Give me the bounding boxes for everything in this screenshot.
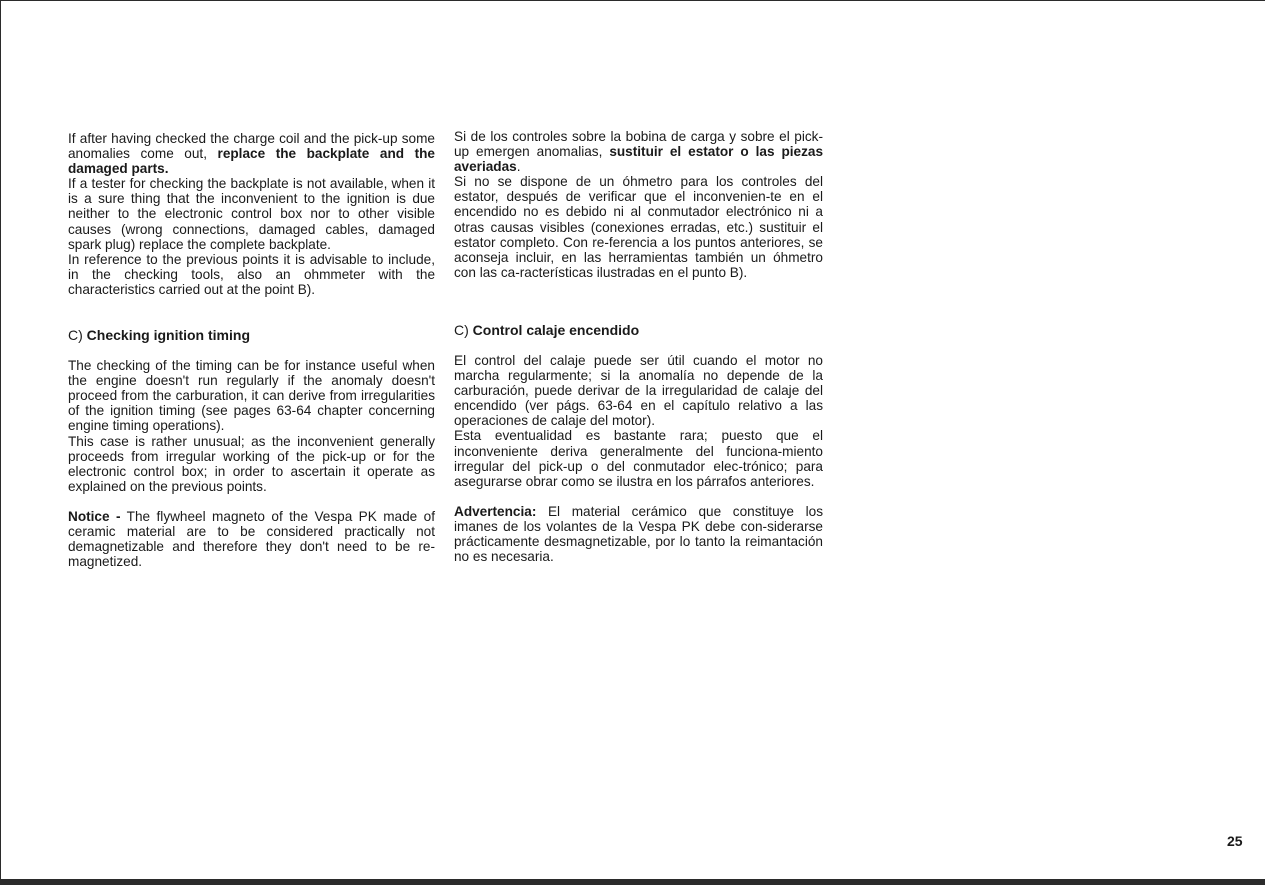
bold-instruction: sustituir el estator o las piezas averiadas (454, 144, 824, 175)
manual-page (1, 1, 1265, 879)
paragraph: This case is rather unusual; as the inconvenient generally proceeds from irregular working of the pick-up or for the electronic control box; in order to ascertain it operate as explained on the previous points. (68, 433, 435, 494)
notice-paragraph: Advertencia: El material cerámico que constituye los imanes de los volantes de la Vespa PK debe con-siderarse prácticamente desmagnetizable, por lo tanto la reimantación no es necesaria. (454, 503, 823, 565)
paragraph: Esta eventualidad es bastante rara; puesto que el inconveniente deriva generalmente del funciona-miento irregular del pick-up o del conmutador elec-trónico; para asegurarse obrar como se ilustra en los párrafos anteriores. (454, 428, 823, 489)
page-number: 25 (1227, 833, 1243, 849)
notice-paragraph: Notice - The flywheel magneto of the Vespa PK made of ceramic material are to be considered practically not demagnetizable and therefore they don't need to be re-magnetized. (68, 508, 435, 570)
paragraph: The checking of the timing can be for instance useful when the engine doesn't run regularly if the anomaly doesn't proceed from the carburation, it can derive from irregularities of the ignition timing (see pages 63-64 chapter concerning engine timing operations). (68, 358, 435, 434)
bottom-bar (0, 879, 1265, 885)
notice-label: Notice - (68, 508, 121, 524)
spanish-column (454, 129, 823, 564)
section-heading: C) Control calaje encendido (454, 321, 640, 338)
paragraph: Si de los controles sobre la bobina de carga y sobre el pick-up emergen anomalias, sustituir el estator o las piezas averiadas. (454, 129, 824, 175)
bold-instruction: replace the backplate and the damaged parts. (68, 146, 435, 177)
paragraph: Si no se dispone de un óhmetro para los controles del estator, después de verificar que el inconvenien-te en el encendido no es debido ni al conmutador electrónico ni a otras causas visibles (conexiones erradas, etc.) sustituir el estator completo. Con re-ferencia a los puntos anteriores, se aconseja incluir, en las herramientas también un óhmetro con las ca-racterísticas ilustradas en el punto B). (454, 174, 823, 280)
notice-label: Advertencia: (454, 503, 537, 519)
english-column (68, 131, 435, 569)
section-heading: C) Checking ignition timing (68, 327, 250, 344)
paragraph: If after having checked the charge coil and the pick-up some anomalies come out, replace the backplate and the damaged parts. (68, 131, 435, 177)
paragraph: In reference to the previous points it is advisable to include, in the checking tools, also an ohmmeter with the characteristics carried out at the point B). (68, 251, 435, 297)
paragraph: If a tester for checking the backplate is not available, when it is a sure thing that the inconvenient to the ignition is due neither to the electronic control box nor to other visible causes (wrong connections, damaged cables, damaged spark plug) replace the complete backplate. (68, 176, 435, 252)
paragraph: El control del calaje puede ser útil cuando el motor no marcha regularmente; si la anomalía no depende de la carburación, puede derivar de la irregularidad de calaje del encendido (ver págs. 63-64 en el capítulo relativo a las operaciones de calaje del motor). (454, 352, 823, 429)
